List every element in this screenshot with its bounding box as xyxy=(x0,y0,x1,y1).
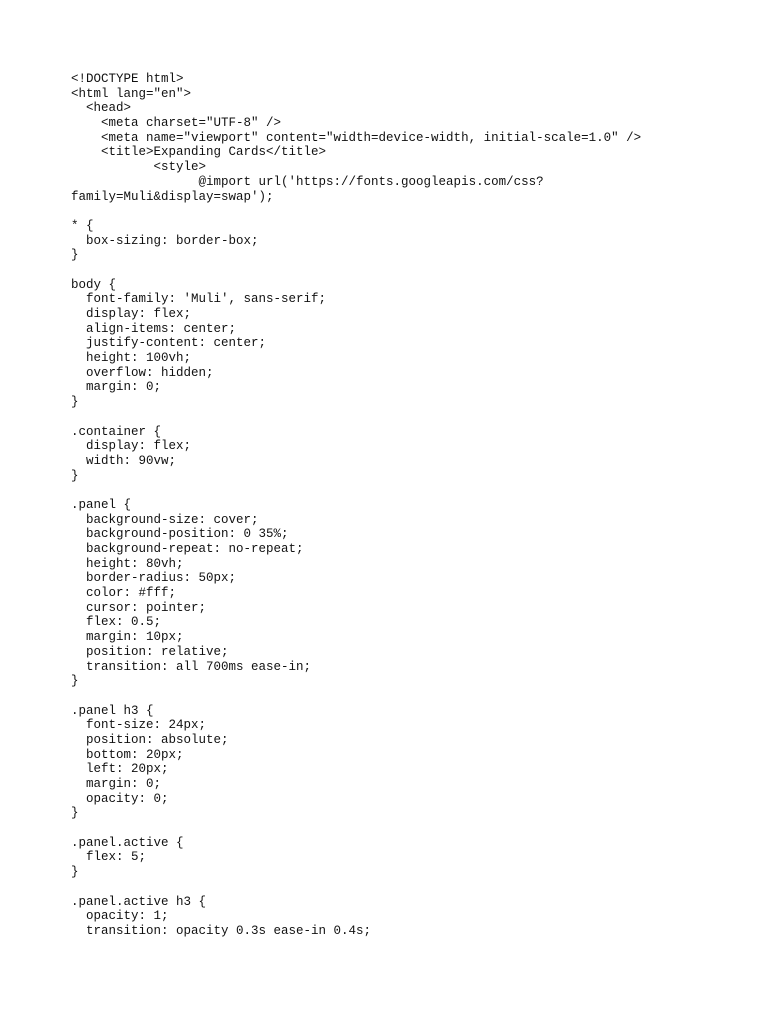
code-line: <head> xyxy=(71,101,132,116)
code-line: display: flex; xyxy=(71,439,192,454)
code-line xyxy=(71,689,751,704)
code-line: box-sizing: border-box; xyxy=(71,233,259,248)
code-line xyxy=(71,880,751,895)
code-line: @import url('https://fonts.googleapis.com/css? xyxy=(71,174,544,189)
code-line: overflow: hidden; xyxy=(71,365,214,380)
code-line: bottom: 20px; xyxy=(71,747,184,762)
code-line: } xyxy=(71,248,79,263)
code-line: cursor: pointer; xyxy=(71,600,207,615)
code-line: width: 90vw; xyxy=(71,453,177,468)
code-line: background-repeat: no-repeat; xyxy=(71,542,304,556)
code-line: <html lang="en"> xyxy=(71,86,192,101)
code-line: margin: 0; xyxy=(71,380,162,395)
code-line: background-size: cover; xyxy=(71,512,259,527)
code-line: .panel { xyxy=(71,497,132,512)
code-line: background-position: 0 35%; xyxy=(71,527,289,542)
code-line: <meta name="viewport" content="width=device-width, initial-scale=1.0" /> xyxy=(71,130,642,145)
code-line: transition: all 700ms ease-in; xyxy=(71,659,312,674)
code-line: .panel.active { xyxy=(71,835,184,850)
code-line: height: 80vh; xyxy=(71,556,184,571)
code-line: align-items: center; xyxy=(71,321,237,336)
code-line: } xyxy=(71,865,79,880)
code-line: body { xyxy=(71,277,117,292)
code-line: color: #fff; xyxy=(71,586,177,601)
code-line: .panel h3 { xyxy=(71,703,154,718)
code-line: position: absolute; xyxy=(71,732,229,747)
code-listing xyxy=(71,72,751,939)
code-line: opacity: 1; xyxy=(71,909,169,924)
code-line: border-radius: 50px; xyxy=(71,571,237,586)
code-line xyxy=(71,263,751,278)
code-line: flex: 0.5; xyxy=(71,615,162,630)
code-line xyxy=(71,483,751,498)
code-line: .container { xyxy=(71,424,162,439)
code-line xyxy=(71,821,751,836)
code-line: family=Muli&display=swap'); xyxy=(71,189,274,204)
code-line: <meta charset="UTF-8" /> xyxy=(71,116,282,131)
code-line: .panel.active h3 { xyxy=(71,894,207,909)
code-line xyxy=(71,410,751,425)
code-line: justify-content: center; xyxy=(71,336,267,351)
code-line: margin: 0; xyxy=(71,777,162,791)
code-line: <style> xyxy=(71,160,207,175)
code-line: * { xyxy=(71,218,94,233)
code-line: <!DOCTYPE html> xyxy=(71,72,184,86)
code-line xyxy=(71,204,751,219)
code-line: } xyxy=(71,674,79,689)
code-line: } xyxy=(71,468,79,483)
code-line: font-size: 24px; xyxy=(71,718,207,733)
code-line: <title>Expanding Cards</title> xyxy=(71,145,327,160)
code-line: } xyxy=(71,806,79,821)
code-line: transition: opacity 0.3s ease-in 0.4s; xyxy=(71,923,372,938)
code-line: flex: 5; xyxy=(71,850,147,865)
code-line: display: flex; xyxy=(71,307,192,321)
code-line: position: relative; xyxy=(71,644,229,659)
code-line: margin: 10px; xyxy=(71,630,184,645)
code-line: left: 20px; xyxy=(71,762,169,777)
code-line: opacity: 0; xyxy=(71,791,169,806)
code-line: font-family: 'Muli', sans-serif; xyxy=(71,292,327,307)
code-line: height: 100vh; xyxy=(71,351,192,366)
code-line: } xyxy=(71,395,79,410)
